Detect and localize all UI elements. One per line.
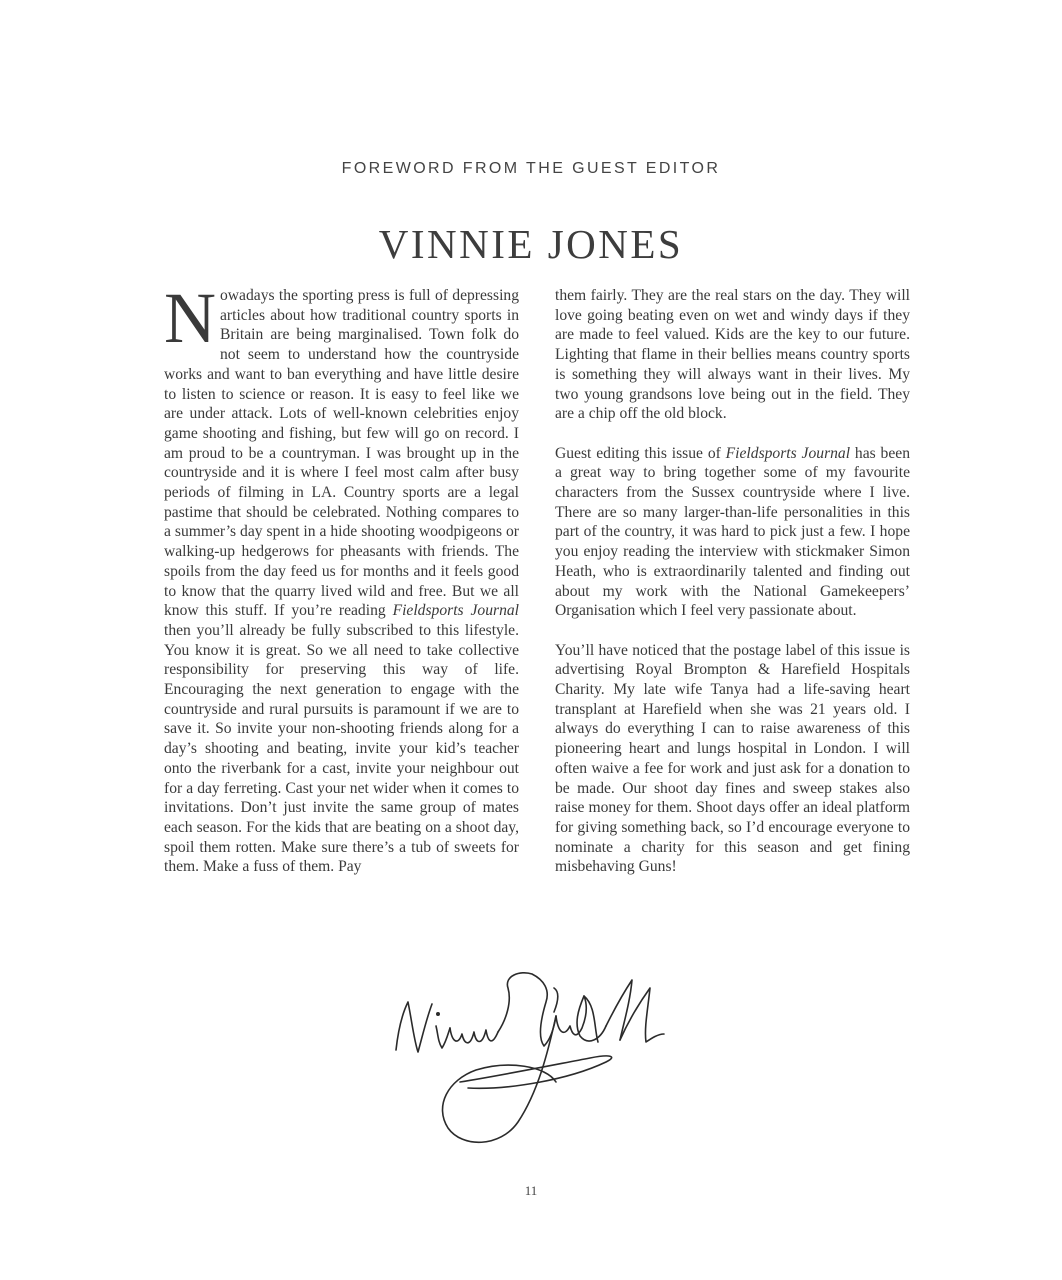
handwritten-signature-icon: [388, 962, 673, 1157]
guest-editor-name: VINNIE JONES: [378, 221, 684, 268]
paragraph-intro-end: them fairly. They are the real stars on the day. They will love going beating even on wet and windy days if they are made to feel valued. Kids are the key to our future. Lighting that flame in their bellies means country sports is something they will always want in their lives. My two young grandsons love being out in the field. They are a chip off the old block.: [555, 287, 910, 423]
section-kicker: FOREWORD FROM THE GUEST EDITOR: [341, 160, 721, 177]
drop-cap: N: [164, 278, 216, 358]
paragraph-intro: [164, 278, 519, 877]
page-number: 11: [524, 1183, 538, 1198]
magazine-title-italic: Fieldsports Journal: [392, 602, 519, 620]
magazine-title-italic-2: Fieldsports Journal: [725, 444, 851, 462]
article-column-right: [555, 286, 910, 897]
paragraph-intro-text: owadays the sporting press is full of depressing articles about how traditional country sports in Britain are being marginalised. Town folk do not seem to understand how the countryside works and want to ban everything and have little desire to listen to science or reason. It is easy to feel like we are under attack. Lots of well-known celebrities enjoy game shooting and fishing, but few will go on record. I am proud to be a countryman. I was brought up in the countryside and it is where I feel most calm after busy periods of filming in LA. Country sports are a legal pastime that should be celebrated. Nothing compares to a summer’s day spent in a hide shooting woodpigeons or walking-up hedgerows for pheasants with friends. The spoils from the day feed us for months and it feels good to know that the quarry lived wild and free. But we all know this stuff. If you’re reading: [164, 287, 519, 620]
paragraph-guest-editing-text: Guest editing this issue of: [555, 444, 726, 462]
paragraph-guest-editing-continued: has been a great way to bring together some of my favourite characters from the Sussex countryside where I live. There are so many larger-than-life personalities in this part of the country, it was hard to pick just a few. I hope you enjoy reading the interview with stickmaker Simon Heath, who is extraordinarily talented and finding out about my work with the National Gamekeepers’ Organisation which I feel very passionate about.: [555, 444, 910, 620]
article-column-left: [164, 278, 519, 897]
paragraph-guest-editing: [555, 444, 910, 621]
paragraph-intro-continued: then you’ll already be fully subscribed to this lifestyle. You know it is great. So we all need to take collective responsibility for preserving this way of life. Encouraging the next generation to engage with the countryside and rural pursuits is paramount if we are to save it. So invite your non-shooting friends along for a day’s shooting and beating, invite your kid’s teacher onto the riverbank for a cast, invite your neighbour out for a day ferreting. Cast your net wider when it comes to invitations. Don’t just invite the same group of mates each season. For the kids that are beating on a shoot day, spoil them rotten. Make sure there’s a tub of sweets for them. Make a fuss of them. Pay: [164, 621, 519, 876]
paragraph-charity: You’ll have noticed that the postage label of this issue is advertising Royal Brompton & Harefield Hospitals Charity. My late wife Tanya had a life-saving heart transplant at Harefield when she was 21 years old. I always do everything I can to raise awareness of this pioneering heart and lungs hospital in London. I will often waive a fee for work and just ask for a donation to be made. Our shoot day fines and sweep stakes also raise money for them. Shoot days offer an ideal platform for giving something back, so I’d encourage everyone to nominate a charity for this season and get fining misbehaving Guns!: [555, 641, 910, 876]
